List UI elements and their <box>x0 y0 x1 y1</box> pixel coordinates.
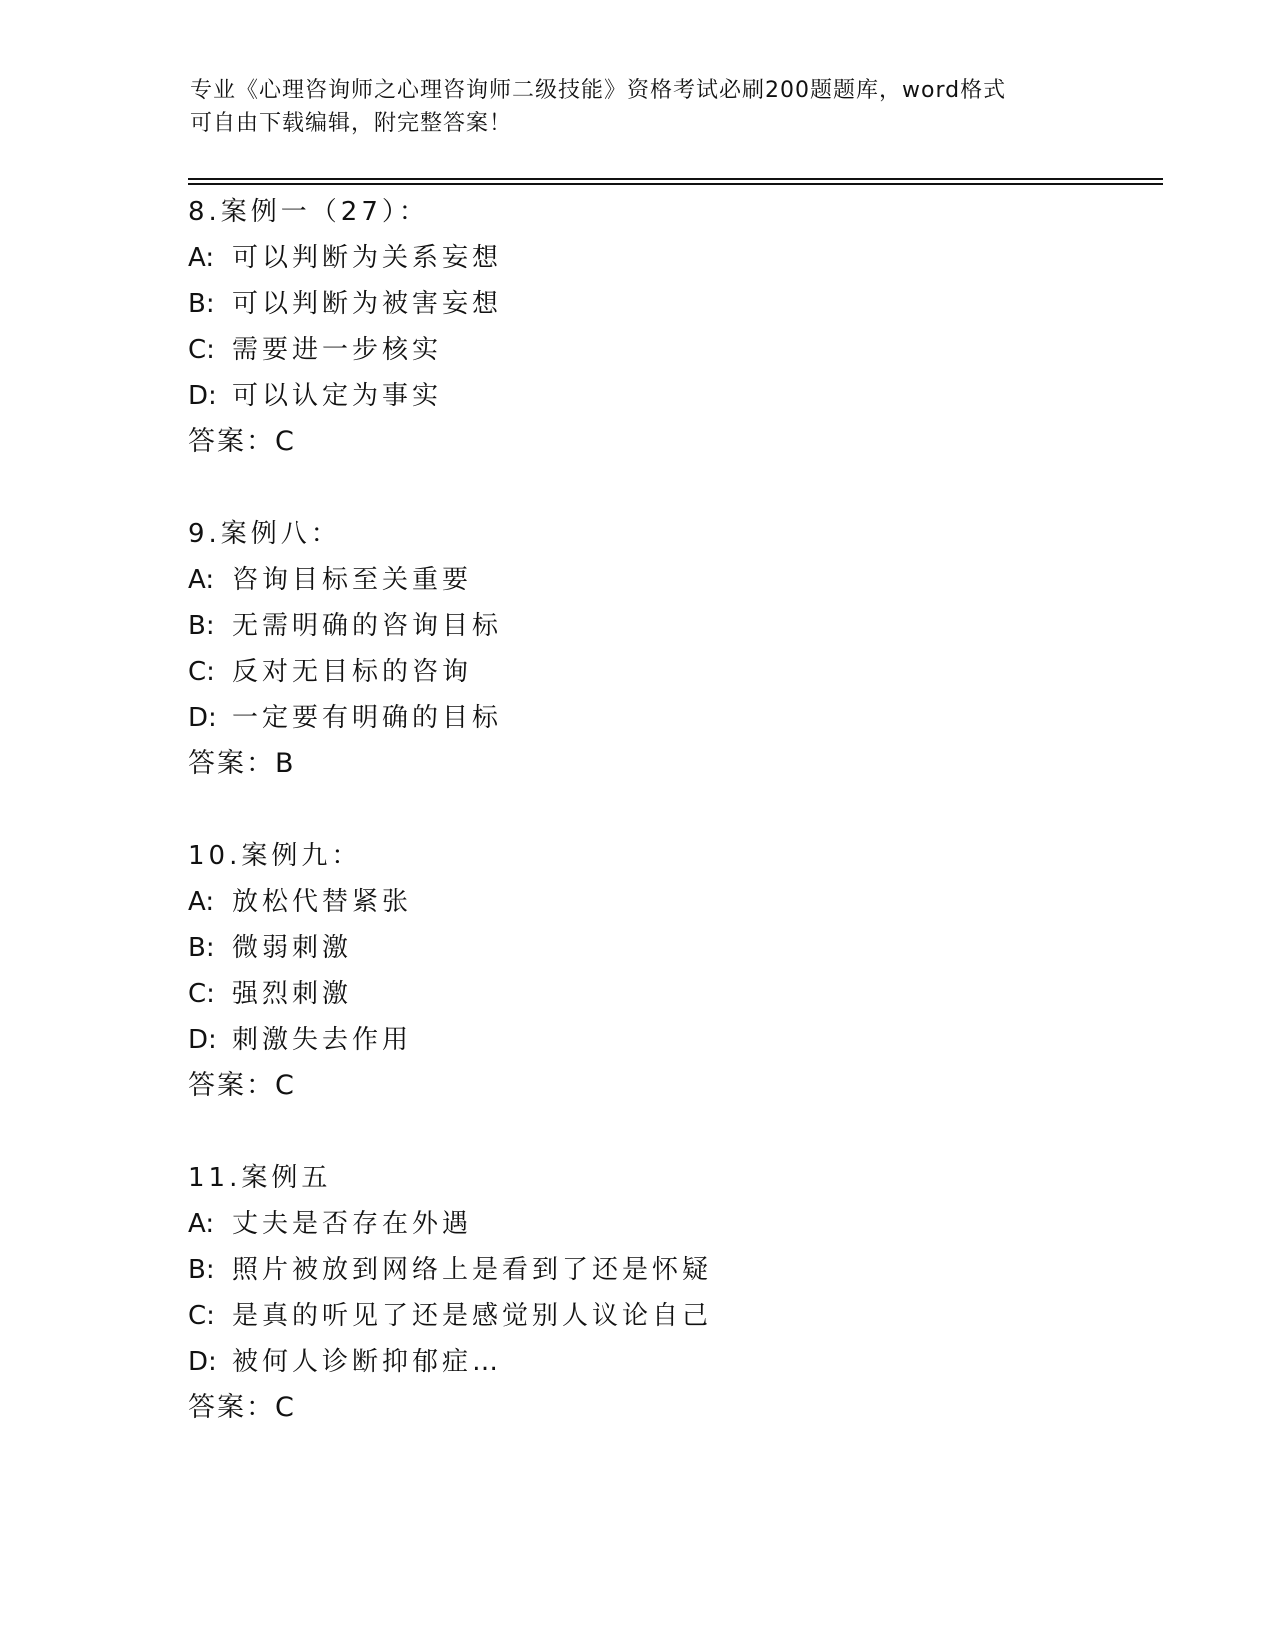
option-letter: A: <box>188 887 215 917</box>
option-letter: A: <box>188 565 215 595</box>
option-letter: B: <box>188 933 215 963</box>
question-title: 11.案例五 <box>188 1163 332 1193</box>
option-letter: C: <box>188 335 215 365</box>
option-d <box>188 1339 1163 1385</box>
question-8 <box>188 189 1163 465</box>
option-letter: B: <box>188 1255 215 1285</box>
answer: 答案：C <box>188 1392 296 1423</box>
answer: 答案：C <box>188 426 296 457</box>
option-b <box>188 603 1163 649</box>
option-c <box>188 327 1163 373</box>
question-11 <box>188 1155 1163 1431</box>
option-letter: A: <box>188 1209 215 1239</box>
option-text: 照片被放到网络上是看到了还是怀疑 <box>232 1255 713 1285</box>
option-text: 反对无目标的咨询 <box>232 657 473 687</box>
option-letter: D: <box>188 1025 217 1055</box>
question-10 <box>188 833 1163 1109</box>
option-letter: C: <box>188 1301 215 1331</box>
document-header <box>190 74 1090 140</box>
option-letter: D: <box>188 703 217 733</box>
option-text: 需要进一步核实 <box>232 335 443 365</box>
option-letter: B: <box>188 289 215 319</box>
option-c <box>188 971 1163 1017</box>
option-a <box>188 879 1163 925</box>
option-c <box>188 649 1163 695</box>
option-a <box>188 235 1163 281</box>
question-title: 9.案例八： <box>188 519 341 549</box>
option-text: 丈夫是否存在外遇 <box>232 1209 473 1239</box>
option-d <box>188 695 1163 741</box>
option-text: 微弱刺激 <box>232 933 353 963</box>
option-d <box>188 1017 1163 1063</box>
option-text: 一定要有明确的目标 <box>232 703 503 733</box>
header-divider-top <box>188 178 1163 180</box>
option-text: 可以判断为关系妄想 <box>232 243 503 273</box>
option-text: 强烈刺激 <box>232 979 353 1009</box>
answer: 答案：B <box>188 748 296 779</box>
option-letter: D: <box>188 381 217 411</box>
option-text: 可以认定为事实 <box>232 381 443 411</box>
answer: 答案：C <box>188 1070 296 1101</box>
option-text: 无需明确的咨询目标 <box>232 611 503 641</box>
question-9 <box>188 511 1163 787</box>
option-b <box>188 281 1163 327</box>
question-list <box>188 189 1163 1477</box>
option-c <box>188 1293 1163 1339</box>
option-text: 刺激失去作用 <box>232 1025 413 1055</box>
option-b <box>188 925 1163 971</box>
option-text: 可以判断为被害妄想 <box>232 289 503 319</box>
option-text: 是真的听见了还是感觉别人议论自己 <box>232 1301 713 1331</box>
option-d <box>188 373 1163 419</box>
option-letter: C: <box>188 979 215 1009</box>
option-text: 被何人诊断抑郁症… <box>232 1347 503 1377</box>
option-b <box>188 1247 1163 1293</box>
option-letter: B: <box>188 611 215 641</box>
option-letter: C: <box>188 657 215 687</box>
option-letter: A: <box>188 243 215 273</box>
option-a <box>188 1201 1163 1247</box>
header-line-1: 专业《心理咨询师之心理咨询师二级技能》资格考试必刷200题题库，word格式 <box>190 78 1007 103</box>
question-title: 10.案例九： <box>188 841 362 871</box>
question-title: 8.案例一（27）： <box>188 197 429 227</box>
option-letter: D: <box>188 1347 217 1377</box>
option-text: 咨询目标至关重要 <box>232 565 473 595</box>
header-divider-bottom <box>188 183 1163 185</box>
option-text: 放松代替紧张 <box>232 887 413 917</box>
option-a <box>188 557 1163 603</box>
header-line-2: 可自由下载编辑，附完整答案！ <box>190 111 513 136</box>
